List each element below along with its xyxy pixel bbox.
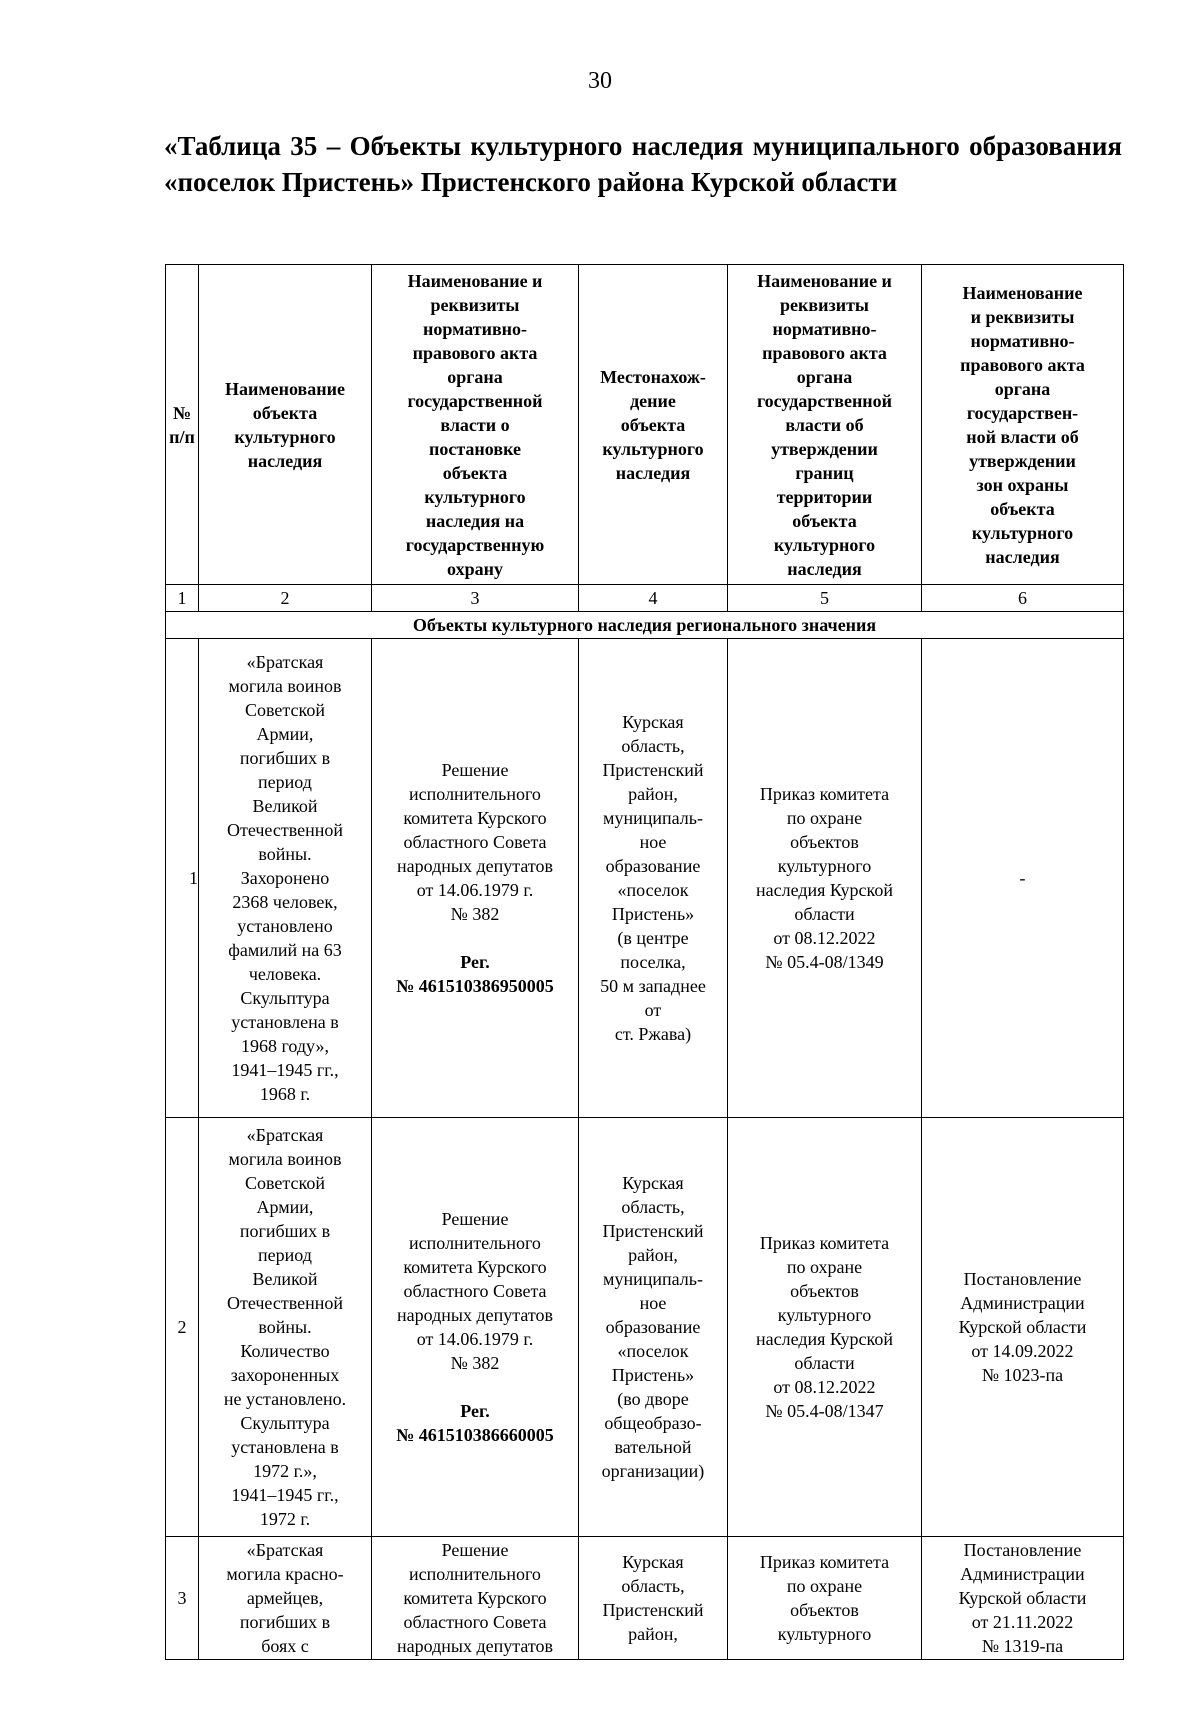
boundaries-act-cell: Приказ комитета по охране объектов культурного наследия Курской области от 08.12.2022 № 05.4-08/1349 [728,639,922,1118]
row-number: 1 [166,639,199,1118]
table-row [166,1118,1124,1537]
object-name-cell: «Братская могила воинов Советской Армии, погибших в период Великой Отечественной войны. Захоронено 2368 человек, установлено фамилий на 63 человека. Скульптура установлена в 1968 году», 1941–1945 гг., 1968 г. [199,639,372,1118]
protection-act-text: Решение исполнительного комитета Курского областного Совета народных депутатов от 14.06.1979 г. № 382 [396,760,553,924]
header-location: Местонахож- дение объекта культурного наследия [579,265,728,585]
column-number: 4 [579,585,728,612]
section-title: Объекты культурного наследия регионального значения [166,612,1124,639]
table-row [166,1537,1124,1660]
boundaries-act-cell: Приказ комитета по охране объектов культурного наследия Курской области от 08.12.2022 № 05.4-08/1347 [728,1118,922,1537]
location-cell: Курская область, Пристенский район, муниципаль- ное образование «поселок Пристень» (во дворе общеобразо- вательной организации) [579,1118,728,1537]
column-number: 5 [728,585,922,612]
heritage-objects-table [165,264,1124,1660]
column-number: 2 [199,585,372,612]
protection-act-cell [372,1118,579,1537]
protection-act-cell: Решение исполнительного комитета Курского областного Совета народных депутатов [372,1537,579,1660]
column-number: 3 [372,585,579,612]
registration-number: Рег. № 461510386950005 [396,952,554,996]
location-cell: Курская область, Пристенский район, муниципаль- ное образование «поселок Пристень» (в центре поселка, 50 м западнее от ст. Ржава) [579,639,728,1118]
zones-act-cell: Постановление Администрации Курской области от 21.11.2022 № 1319-па [922,1537,1124,1660]
column-number: 6 [922,585,1124,612]
page-number: 30 [588,68,612,94]
header-number: № п/п [166,265,199,585]
boundaries-act-cell: Приказ комитета по охране объектов культурного [728,1537,922,1660]
header-territory-boundaries-act: Наименование и реквизиты нормативно- правового акта органа государственной власти об утверждении границ территории объекта культурного наследия [728,265,922,585]
zones-act-cell: Постановление Администрации Курской области от 14.09.2022 № 1023-па [922,1118,1124,1537]
protection-act-cell [372,639,579,1118]
object-name-cell: «Братская могила воинов Советской Армии, погибших в период Великой Отечественной войны. Количество захороненных не установлено. Скульптура установлена в 1972 г.», 1941–1945 гг., 1972 г. [199,1118,372,1537]
column-numbers-row [166,585,1124,612]
table-header-row [166,265,1124,585]
header-protection-act: Наименование и реквизиты нормативно- правового акта органа государственной власти о постановке объекта культурного наследия на государственную охрану [372,265,579,585]
row-number: 2 [166,1118,199,1537]
table-row [166,639,1124,1118]
zones-act-cell: - [922,639,1124,1118]
registration-number: Рег. № 461510386660005 [396,1401,554,1445]
row-number: 3 [166,1537,199,1660]
section-header-row [166,612,1124,639]
protection-act-text: Решение исполнительного комитета Курского областного Совета народных депутатов от 14.06.1979 г. № 382 [396,1209,553,1373]
column-number: 1 [166,585,199,612]
document-title: «Таблица 35 – Объекты культурного наследия муниципального образования «поселок Пристень» Пристенского района Курской области [164,131,1122,197]
header-object-name: Наименование объекта культурного наследия [199,265,372,585]
header-protection-zones-act: Наименование и реквизиты нормативно- правового акта органа государствен- ной власти об утверждении зон охраны объекта культурного наследия [922,265,1124,585]
object-name-cell: «Братская могила красно- армейцев, погибших в боях с [199,1537,372,1660]
location-cell: Курская область, Пристенский район, [579,1537,728,1660]
